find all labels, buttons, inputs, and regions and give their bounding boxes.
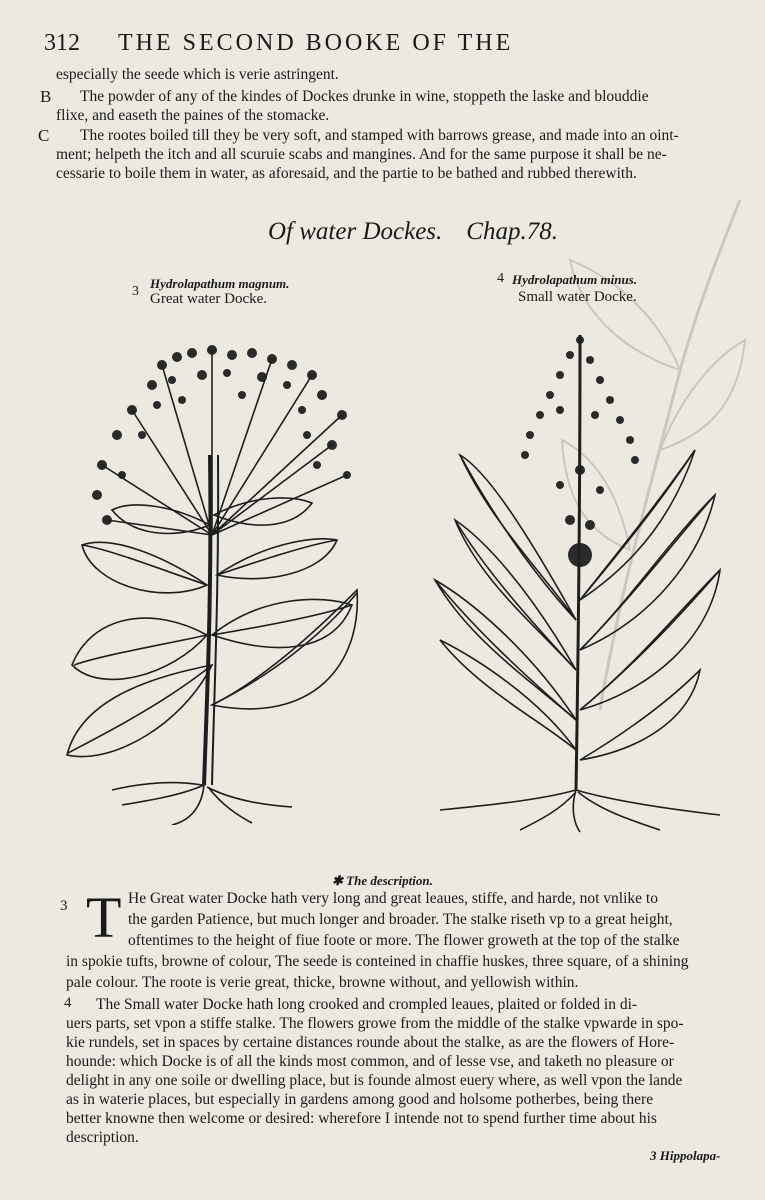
text-line: as in waterie places, but especially in gardens among good and holsome potherbes, being there <box>66 1091 654 1108</box>
great-water-docke-illustration <box>62 335 367 825</box>
figure-latin-name: Hydrolapathum magnum. <box>150 276 290 291</box>
text-line: uers parts, set vpon a stiffe stalke. The flowers growe from the middle of the stalke vpwarde in spo- <box>66 1015 684 1032</box>
paragraph-number: 3 <box>60 898 68 914</box>
figure-english-name: Small water Docke. <box>518 289 637 305</box>
paragraph-number: 4 <box>64 995 72 1011</box>
text-line: description. <box>66 1129 139 1146</box>
figure-number: 4 <box>497 271 504 286</box>
text-line: delight in any one soile or dwelling place, but is founde almost euery where, as well vpon the lande <box>66 1072 683 1089</box>
text-line: especially the seede which is verie astringent. <box>56 66 339 83</box>
small-water-docke-illustration <box>430 320 730 835</box>
running-header <box>44 30 684 57</box>
chapter-number: Chap.78. <box>466 218 558 245</box>
text-line: He Great water Docke hath very long and great leaues, stiffe, and harde, not vnlike to <box>128 890 658 907</box>
text-line: The powder of any of the kindes of Dockes drunke in wine, stoppeth the laske and blouddie <box>80 88 649 105</box>
text-line: oftentimes to the height of fiue foote or more. The flower groweth at the top of the stalke <box>128 932 680 949</box>
description-title: The description. <box>346 873 433 888</box>
running-title: THE SECOND BOOKE OF THE <box>118 30 514 56</box>
text-line: hounde: which Docke is of all the kinds most common, and of lesse vse, and taketh no pleasure or <box>66 1053 674 1070</box>
text-line: The rootes boiled till they be very soft, and stamped with barrows grease, and made into an oint- <box>80 127 679 144</box>
text-line: better knowne then welcome or desired: wherefore I intende not to spend further time about his <box>66 1110 657 1127</box>
text-line: the garden Patience, but much longer and broader. The stalke riseth vp to a great height, <box>128 911 673 928</box>
figure-number: 3 <box>132 284 139 299</box>
margin-marker-b: B <box>40 87 52 106</box>
text-line: ment; helpeth the itch and all scuruie scabs and mangines. And for the same purpose it shall be ne- <box>56 146 667 163</box>
text-line: in spokie tufts, browne of colour, The seede is conteined in chaffie huskes, three square, of a shining <box>66 953 689 970</box>
text-line: pale colour. The roote is verie great, thicke, browne without, and yellowish within. <box>66 974 579 991</box>
catchword: 3 Hippolapa- <box>650 1148 721 1163</box>
figure-latin-name: Hydrolapathum minus. <box>512 272 637 287</box>
figure-english-name: Great water Docke. <box>150 291 268 307</box>
drop-capital: T <box>86 885 122 950</box>
page-number: 312 <box>44 30 80 56</box>
text-line: flixe, and easeth the paines of the stomacke. <box>56 107 330 124</box>
description-heading: ✱ The description. <box>332 873 433 888</box>
text-line: The Small water Docke hath long crooked and crompled leaues, plaited or folded in di- <box>96 996 638 1013</box>
margin-marker-c: C <box>38 126 50 145</box>
text-line: kie rundels, set in spaces by certaine distances rounde about the stalke, as are the flowers of Hore- <box>66 1034 675 1051</box>
chapter-heading <box>268 218 558 246</box>
text-line: cessarie to boile them in water, as aforesaid, and the partie to be bathed and rubbed therewith. <box>56 165 637 182</box>
chapter-title: Of water Dockes. <box>268 218 443 245</box>
